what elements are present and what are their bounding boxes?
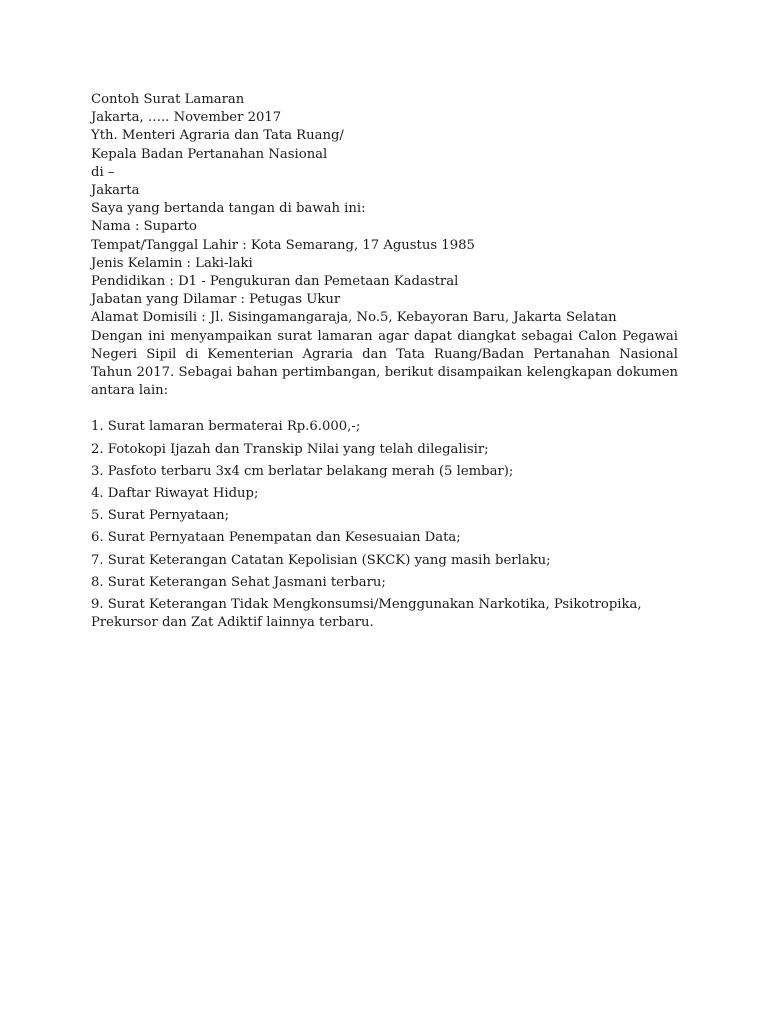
- letter-document: [91, 91, 678, 636]
- document-list: [91, 418, 678, 632]
- list-item: 6. Surat Pernyataan Penempatan dan Kesesuaian Data;: [91, 530, 461, 546]
- list-item: 3. Pasfoto terbaru 3x4 cm berlatar belakang merah (5 lembar);: [91, 463, 514, 479]
- list-item: 4. Daftar Riwayat Hidup;: [91, 486, 259, 502]
- field-alamat: Alamat Domisili : Jl. Sisingamangaraja, No.5, Kebayoran Baru, Jakarta Selatan: [91, 310, 617, 326]
- field-pendidikan: Pendidikan : D1 - Pengukuran dan Pemetaan Kadastral: [91, 274, 459, 290]
- addressee-line-1: Yth. Menteri Agraria dan Tata Ruang/: [91, 128, 344, 144]
- body-paragraph: Dengan ini menyampaikan surat lamaran agar dapat diangkat sebagai Calon Pegawai Negeri Sipil di Kementerian Agraria dan Tata Ruang/Badan Pertanahan Nasional Tahun 2017. Sebagai bahan pertimbangan, berikut disampaikan kelengkapan dokumen antara lain:: [91, 328, 678, 399]
- addressee-line-4: Jakarta: [91, 183, 140, 199]
- letter-date: Jakarta, ….. November 2017: [91, 110, 282, 126]
- list-item: 5. Surat Pernyataan;: [91, 508, 230, 524]
- spacer: [91, 400, 678, 418]
- field-jenis-kelamin: Jenis Kelamin : Laki-laki: [91, 255, 253, 271]
- list-item: 1. Surat lamaran bermaterai Rp.6.000,-;: [91, 419, 361, 435]
- list-item: 8. Surat Keterangan Sehat Jasmani terbaru;: [91, 574, 386, 590]
- opening-line: Saya yang bertanda tangan di bawah ini:: [91, 201, 366, 217]
- field-jabatan: Jabatan yang Dilamar : Petugas Ukur: [91, 292, 341, 308]
- list-item: 2. Fotokopi Ijazah dan Transkip Nilai yang telah dilegalisir;: [91, 441, 489, 457]
- field-nama: Nama : Suparto: [91, 219, 197, 235]
- addressee-line-3: di –: [91, 164, 115, 180]
- field-tempat-tanggal-lahir: Tempat/Tanggal Lahir : Kota Semarang, 17 Agustus 1985: [91, 237, 475, 253]
- addressee-line-2: Kepala Badan Pertanahan Nasional: [91, 146, 328, 162]
- letter-title: Contoh Surat Lamaran: [91, 92, 245, 107]
- list-item: 7. Surat Keterangan Catatan Kepolisian (SKCK) yang masih berlaku;: [91, 552, 551, 568]
- list-item: 9. Surat Keterangan Tidak Mengkonsumsi/Menggunakan Narkotika, Psikotropika, Prekursor dan Zat Adiktif lainnya terbaru.: [91, 597, 642, 631]
